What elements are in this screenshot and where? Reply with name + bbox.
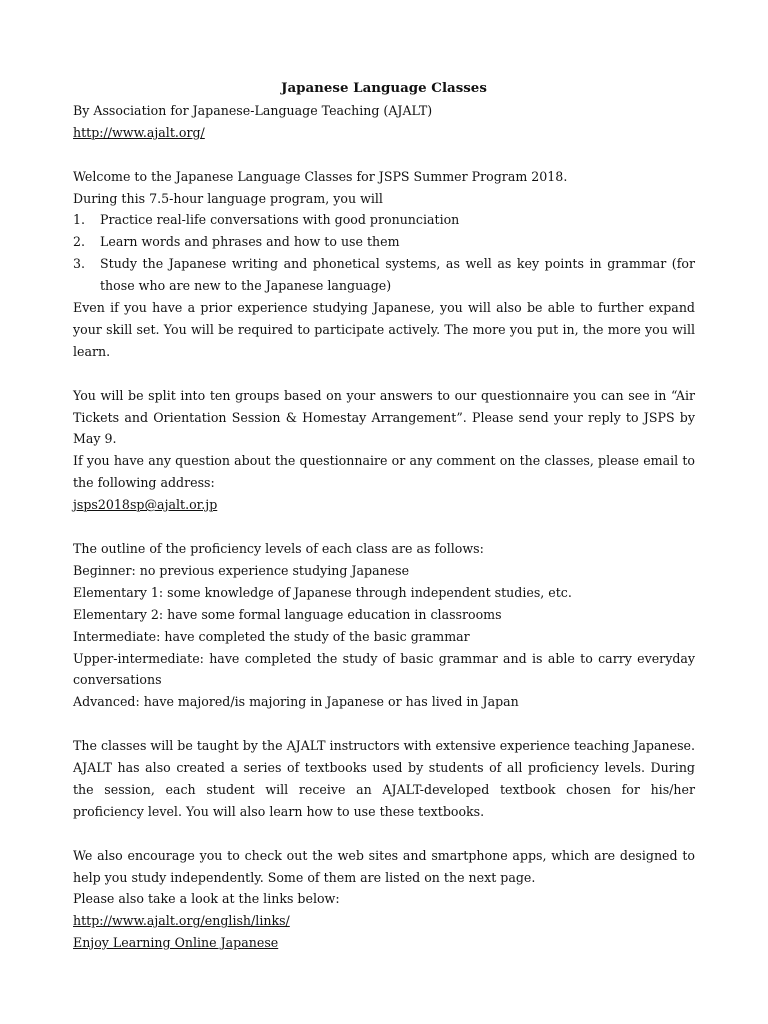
spacer: [73, 144, 695, 166]
spacer: [73, 516, 695, 538]
level-advanced: Advanced: have majored/is majoring in Japanese or has lived in Japan: [73, 694, 519, 710]
spacer: [73, 713, 695, 735]
list-item: [73, 209, 695, 231]
list-number: 3.: [73, 256, 86, 272]
levels-intro: The outline of the proficiency levels of each class are as follows:: [73, 540, 484, 556]
program-intro: During this 7.5-hour language program, you will: [73, 190, 383, 206]
prior-experience-paragraph: Even if you have a prior experience studying Japanese, you will also be able to further expand your skill set. You will be required to participate actively. The more you put in, the more you will learn.: [73, 300, 695, 359]
ajalt-links-page-link[interactable]: http://www.ajalt.org/english/links/: [73, 913, 290, 929]
level-elementary-2: Elementary 2: have some formal language education in classrooms: [73, 606, 502, 622]
level-elementary-1: Elementary 1: some knowledge of Japanese through independent studies, etc.: [73, 584, 572, 600]
list-text: Study the Japanese writing and phonetical systems, as well as key points in grammar (for those who are new to the Japanese language): [100, 256, 695, 294]
by-line: By Association for Japanese-Language Teaching (AJALT): [73, 102, 433, 118]
encourage-paragraph: We also encourage you to check out the web sites and smartphone apps, which are designed to help you study independently. Some of them are listed on the next page.: [73, 847, 695, 885]
document-page: [73, 78, 695, 954]
question-paragraph: If you have any question about the questionnaire or any comment on the classes, please email to the following address:: [73, 453, 695, 491]
level-intermediate: Intermediate: have completed the study of the basic grammar: [73, 628, 470, 644]
ajalt-homepage-link[interactable]: http://www.ajalt.org/: [73, 124, 205, 140]
list-text: Practice real-life conversations with good pronunciation: [100, 212, 460, 228]
list-item: [73, 231, 695, 253]
spacer: [73, 823, 695, 845]
list-number: 1.: [73, 212, 86, 228]
level-beginner: Beginner: no previous experience studying Japanese: [73, 562, 410, 578]
classes-paragraph: The classes will be taught by the AJALT instructors with extensive experience teaching Japanese. AJALT has also created a series of textbooks used by students of all proficiency levels. During the session, each student will receive an AJALT-developed textbook chosen for his/her proficiency level. You will also learn how to use these textbooks.: [73, 738, 695, 819]
list-text: Learn words and phrases and how to use them: [100, 234, 400, 250]
list-item: [73, 253, 695, 297]
welcome-text: Welcome to the Japanese Language Classes for JSPS Summer Program 2018.: [73, 168, 568, 184]
spacer: [73, 363, 695, 385]
email-link[interactable]: jsps2018sp@ajalt.or.jp: [73, 497, 218, 513]
level-upper-intermediate: Upper-intermediate: have completed the study of basic grammar and is able to carry everyday conversations: [73, 650, 695, 688]
list-number: 2.: [73, 234, 86, 250]
groups-paragraph: You will be split into ten groups based on your answers to our questionnaire you can see in “Air Tickets and Orientation Session & Homestay Arrangement”. Please send your reply to JSPS by May 9.: [73, 387, 695, 447]
page-title: Japanese Language Classes: [281, 80, 487, 96]
links-intro: Please also take a look at the links below:: [73, 891, 340, 907]
enjoy-learning-link[interactable]: Enjoy Learning Online Japanese: [73, 935, 279, 951]
